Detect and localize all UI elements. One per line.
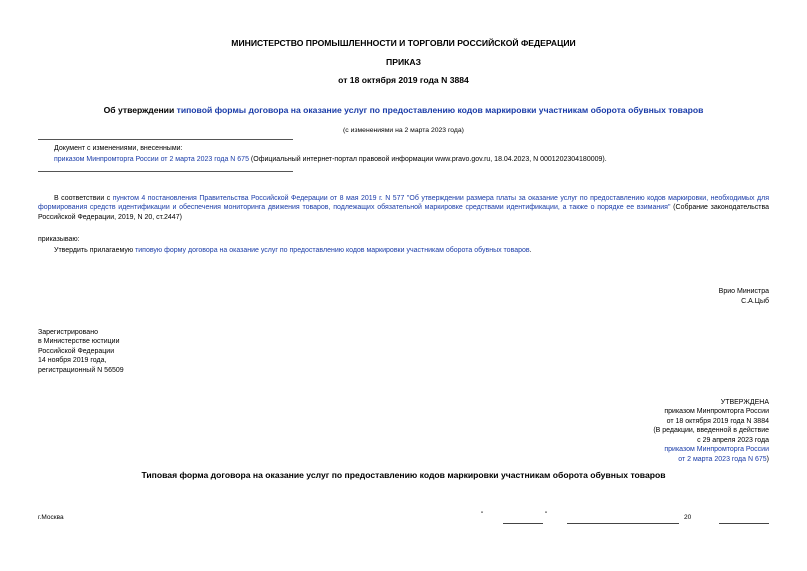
quote-open: " [481, 511, 484, 518]
title-prefix: Об утверждении [103, 105, 177, 115]
approval-link-1[interactable]: приказом Минпромторга России [664, 446, 769, 454]
amendments-top-rule [38, 139, 293, 140]
doc-date-heading: от 18 октября 2019 года N 3884 [338, 75, 469, 85]
amendments-label: Документ с изменениями, внесенными: [54, 145, 183, 152]
quote-close: " [545, 511, 548, 518]
registration-block [38, 328, 124, 375]
approval-line: УТВЕРЖДЕНА [720, 399, 769, 406]
approval-link-2[interactable]: от 2 марта 2023 года N 675 [678, 455, 767, 463]
amendments-source: (Официальный интернет-портал правовой информации www.pravo.gov.ru, 18.04.2023, N 0001202304180009). [248, 156, 607, 163]
approval-closing: ) [766, 455, 769, 463]
preamble-intro: В соответствии с [54, 195, 113, 202]
preamble-rest: (Собрание законодательства Российской Федерации, 2019, N 20, ст.2447) [38, 204, 769, 221]
city: г.Москва [38, 514, 64, 521]
form-title: Типовая форма договора на оказание услуг по предоставлению кодов маркировки участникам оборота обувных товаров [141, 470, 666, 480]
approval-block [540, 398, 769, 464]
document-title [0, 105, 807, 117]
preamble-link[interactable]: пунктом 4 постановления Правительства Российской Федерации от 8 мая 2019 г. N 577 "Об утверждении размера платы за оказание услуг по предоставлению кодов маркировки, необходимых для формирования средств идентификации и обеспечения мониторинга движения товаров, подлежащих обязательной маркировке средствами идентификации, а также о порядке ее взимания" [38, 195, 770, 212]
registration-line: регистрационный N 56509 [38, 366, 124, 374]
year-prefix: 20 [684, 514, 692, 521]
amendments-bottom-rule [38, 171, 293, 172]
day-blank[interactable] [503, 516, 543, 524]
order-item [54, 246, 769, 255]
registration-line: в Министерстве юстиции [38, 338, 120, 346]
amendment-note: (с изменениями на 2 марта 2023 года) [343, 127, 464, 134]
year-blank[interactable] [719, 516, 769, 524]
preamble-paragraph [38, 194, 769, 222]
month-blank[interactable] [567, 516, 679, 524]
registration-line: Российской Федерации [38, 347, 115, 355]
approval-line: (В редакции, введенной в действие [653, 427, 769, 435]
registration-line: Зарегистрировано [38, 329, 98, 336]
doc-type-heading: ПРИКАЗ [386, 57, 421, 67]
approval-line: от 18 октября 2019 года N 3884 [666, 417, 769, 425]
order-word: приказываю: [38, 236, 80, 243]
ministry-heading: МИНИСТЕРСТВО ПРОМЫШЛЕННОСТИ И ТОРГОВЛИ РОССИЙСКОЙ ФЕДЕРАЦИИ [231, 38, 576, 48]
order-item-link[interactable]: типовую форму договора на оказание услуг по предоставлению кодов маркировки участникам оборота обувных товаров [135, 247, 530, 254]
amendments-link[interactable]: приказом Минпромторга России от 2 марта 2023 года N 675 [54, 156, 249, 163]
approval-line: с 29 апреля 2023 года [697, 436, 769, 444]
approval-line: приказом Минпромторга России [664, 408, 769, 416]
order-item-prefix: Утвердить прилагаемую [54, 247, 136, 254]
registration-line: 14 ноября 2019 года, [38, 357, 107, 365]
signature-name: С.А.Цыб [741, 298, 769, 305]
amendments-entry [54, 155, 754, 164]
signature-position: Врио Министра [718, 288, 769, 295]
title-link[interactable]: типовой формы договора на оказание услуг по предоставлению кодов маркировки участникам оборота обувных товаров [176, 105, 704, 115]
order-item-suffix: . [529, 247, 532, 254]
